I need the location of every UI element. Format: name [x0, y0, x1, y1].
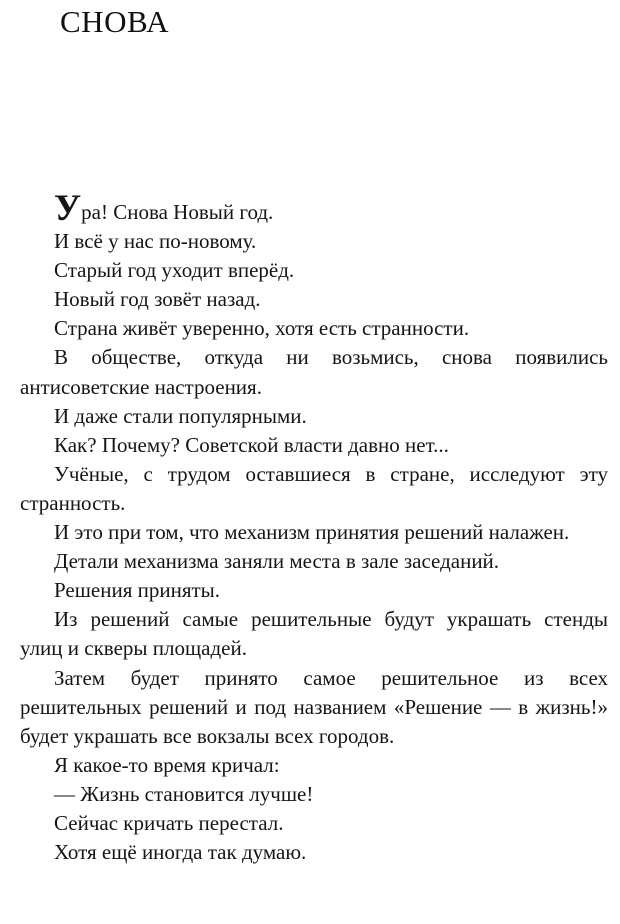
- paragraph: Старый год уходит вперёд.: [54, 258, 295, 283]
- paragraph: Как? Почему? Советской власти давно нет...: [54, 432, 449, 457]
- paragraph: Учёные, с трудом оставшиеся в стране, исследуют эту странность.: [20, 461, 608, 515]
- paragraph: Детали механизма заняли места в зале заседаний.: [54, 549, 500, 574]
- chapter-title: СНОВА: [60, 4, 170, 39]
- opening-paragraph-text: ра! Снова Новый год.: [81, 200, 274, 224]
- opening-paragraph: [20, 188, 608, 229]
- paragraph: И даже стали популярными.: [54, 403, 307, 428]
- paragraph: Новый год зовёт назад.: [54, 287, 261, 312]
- paragraph: В обществе, откуда ни возьмись, снова появились антисоветские настроения.: [20, 345, 608, 399]
- paragraph: Решения приняты.: [54, 578, 221, 603]
- paragraph: Из решений самые решительные будут украшать стенды улиц и скверы площадей.: [20, 607, 608, 661]
- paragraph: Затем будет принято самое решительное из всех решительных решений и под названием «Решение — в жизнь!» будет украшать все вокзалы всех городов.: [20, 665, 608, 748]
- chapter-text: [20, 188, 608, 867]
- paragraph: — Жизнь становится лучше!: [54, 781, 314, 806]
- paragraph: Сейчас кричать перестал.: [54, 810, 284, 835]
- paragraph: И всё у нас по-новому.: [54, 229, 257, 254]
- paragraph: Хотя ещё иногда так думаю.: [54, 840, 307, 865]
- initial-letter: У: [54, 188, 82, 229]
- paragraph: Страна живёт уверенно, хотя есть странности.: [54, 316, 470, 341]
- paragraph: Я какое-то время кричал:: [54, 752, 280, 777]
- paragraph: И это при том, что механизм принятия решений налажен.: [54, 520, 570, 545]
